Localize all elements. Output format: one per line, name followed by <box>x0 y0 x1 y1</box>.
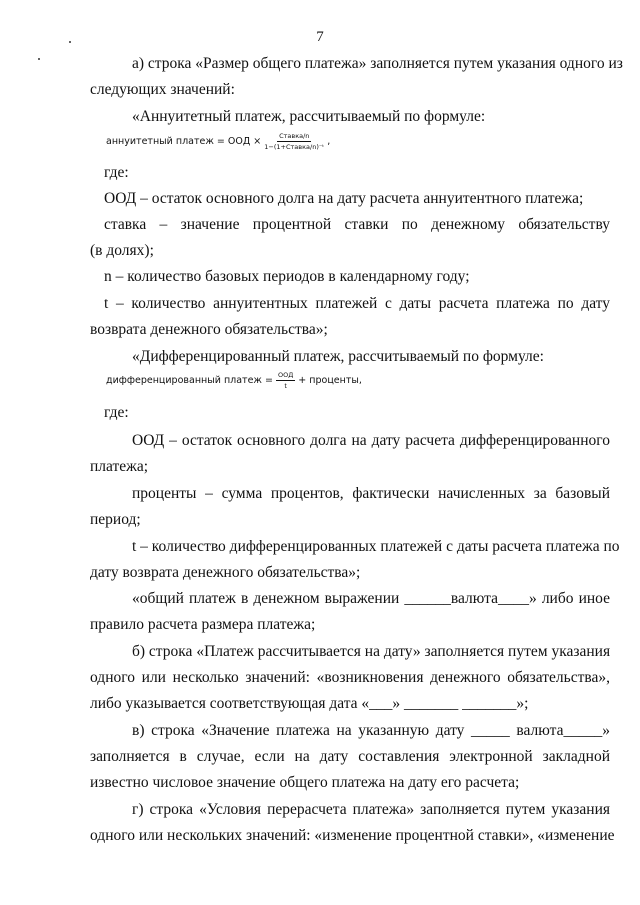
formula-tail: + проценты, <box>298 375 362 386</box>
formula-numerator: ООД <box>277 371 294 379</box>
paragraph-line: ставка – значение процентной ставки по денежному обязательству <box>104 216 610 233</box>
paragraph-line: «общий платеж в денежном выражении ______валюта____» либо иное <box>132 590 610 607</box>
paragraph-line: правило расчета размера платежа; <box>90 616 316 633</box>
formula-numerator: Ставка/n <box>279 132 310 140</box>
paragraph-line: одного или несколько значений: «возникновения денежного обязательства», <box>90 669 610 686</box>
paragraph-line: (в долях); <box>90 242 154 259</box>
page-number: 7 <box>316 29 324 45</box>
paragraph-line: г) строка «Условия перерасчета платежа» заполняется путем указания <box>132 801 610 818</box>
paragraph-line: заполняется в случае, если на дату составления электронной закладной <box>90 748 610 765</box>
paragraph-line: период; <box>90 511 141 528</box>
scan-speck <box>38 58 40 60</box>
paragraph-line: а) строка «Размер общего платежа» заполняется путем указания одного из <box>132 55 623 72</box>
paragraph-line: одного или нескольких значений: «изменение процентной ставки», «изменение <box>90 827 615 844</box>
paragraph-line: платежа; <box>90 458 149 475</box>
paragraph-line: где: <box>104 164 129 181</box>
paragraph-line: б) строка «Платеж рассчитывается на дату» заполняется путем указания <box>132 643 611 660</box>
paragraph-line: где: <box>104 404 129 421</box>
paragraph-line: «Дифференцированный платеж, рассчитываемый по формуле: <box>132 348 544 365</box>
paragraph-line: t – количество аннуитентных платежей с даты расчета платежа по дату <box>104 295 610 312</box>
differentiated-formula <box>106 371 362 390</box>
paragraph-line: n – количество базовых периодов в календарному году; <box>104 268 470 285</box>
paragraph-line: возврата денежного обязательства»; <box>90 321 328 338</box>
paragraph-line: «Аннуитетный платеж, рассчитываемый по формуле: <box>132 108 486 125</box>
paragraph-line: проценты – сумма процентов, фактически начисленных за базовый <box>132 485 610 502</box>
paragraph-line: ООД – остаток основного долга на дату расчета аннуитентного платежа; <box>104 190 584 207</box>
paragraph-line: либо указывается соответствующая дата «___» _______ _______»; <box>90 695 529 712</box>
formula-lhs: дифференцированный платеж = <box>106 375 273 386</box>
paragraph-line: в) строка «Значение платежа на указанную дату _____ валюта_____» <box>132 722 610 739</box>
paragraph-line: дату возврата денежного обязательства»; <box>90 564 361 581</box>
formula-tail: , <box>327 136 331 147</box>
formula-lhs: аннуитетный платеж = ООД × <box>106 136 262 147</box>
paragraph-line: следующих значений: <box>90 81 235 98</box>
formula-denominator: 1−(1+Ставка/n)⁻ᵗ <box>264 143 325 151</box>
paragraph-line: известно числовое значение общего платежа на дату его расчета; <box>90 774 520 791</box>
formula-fraction <box>276 371 295 390</box>
formula-denominator: t <box>284 382 287 390</box>
annuity-formula <box>106 132 330 151</box>
paragraph-line: ООД – остаток основного долга на дату расчета дифференцированного <box>132 432 610 449</box>
formula-fraction <box>264 132 324 151</box>
paragraph-line: t – количество дифференцированных платежей с даты расчета платежа по <box>132 538 620 555</box>
